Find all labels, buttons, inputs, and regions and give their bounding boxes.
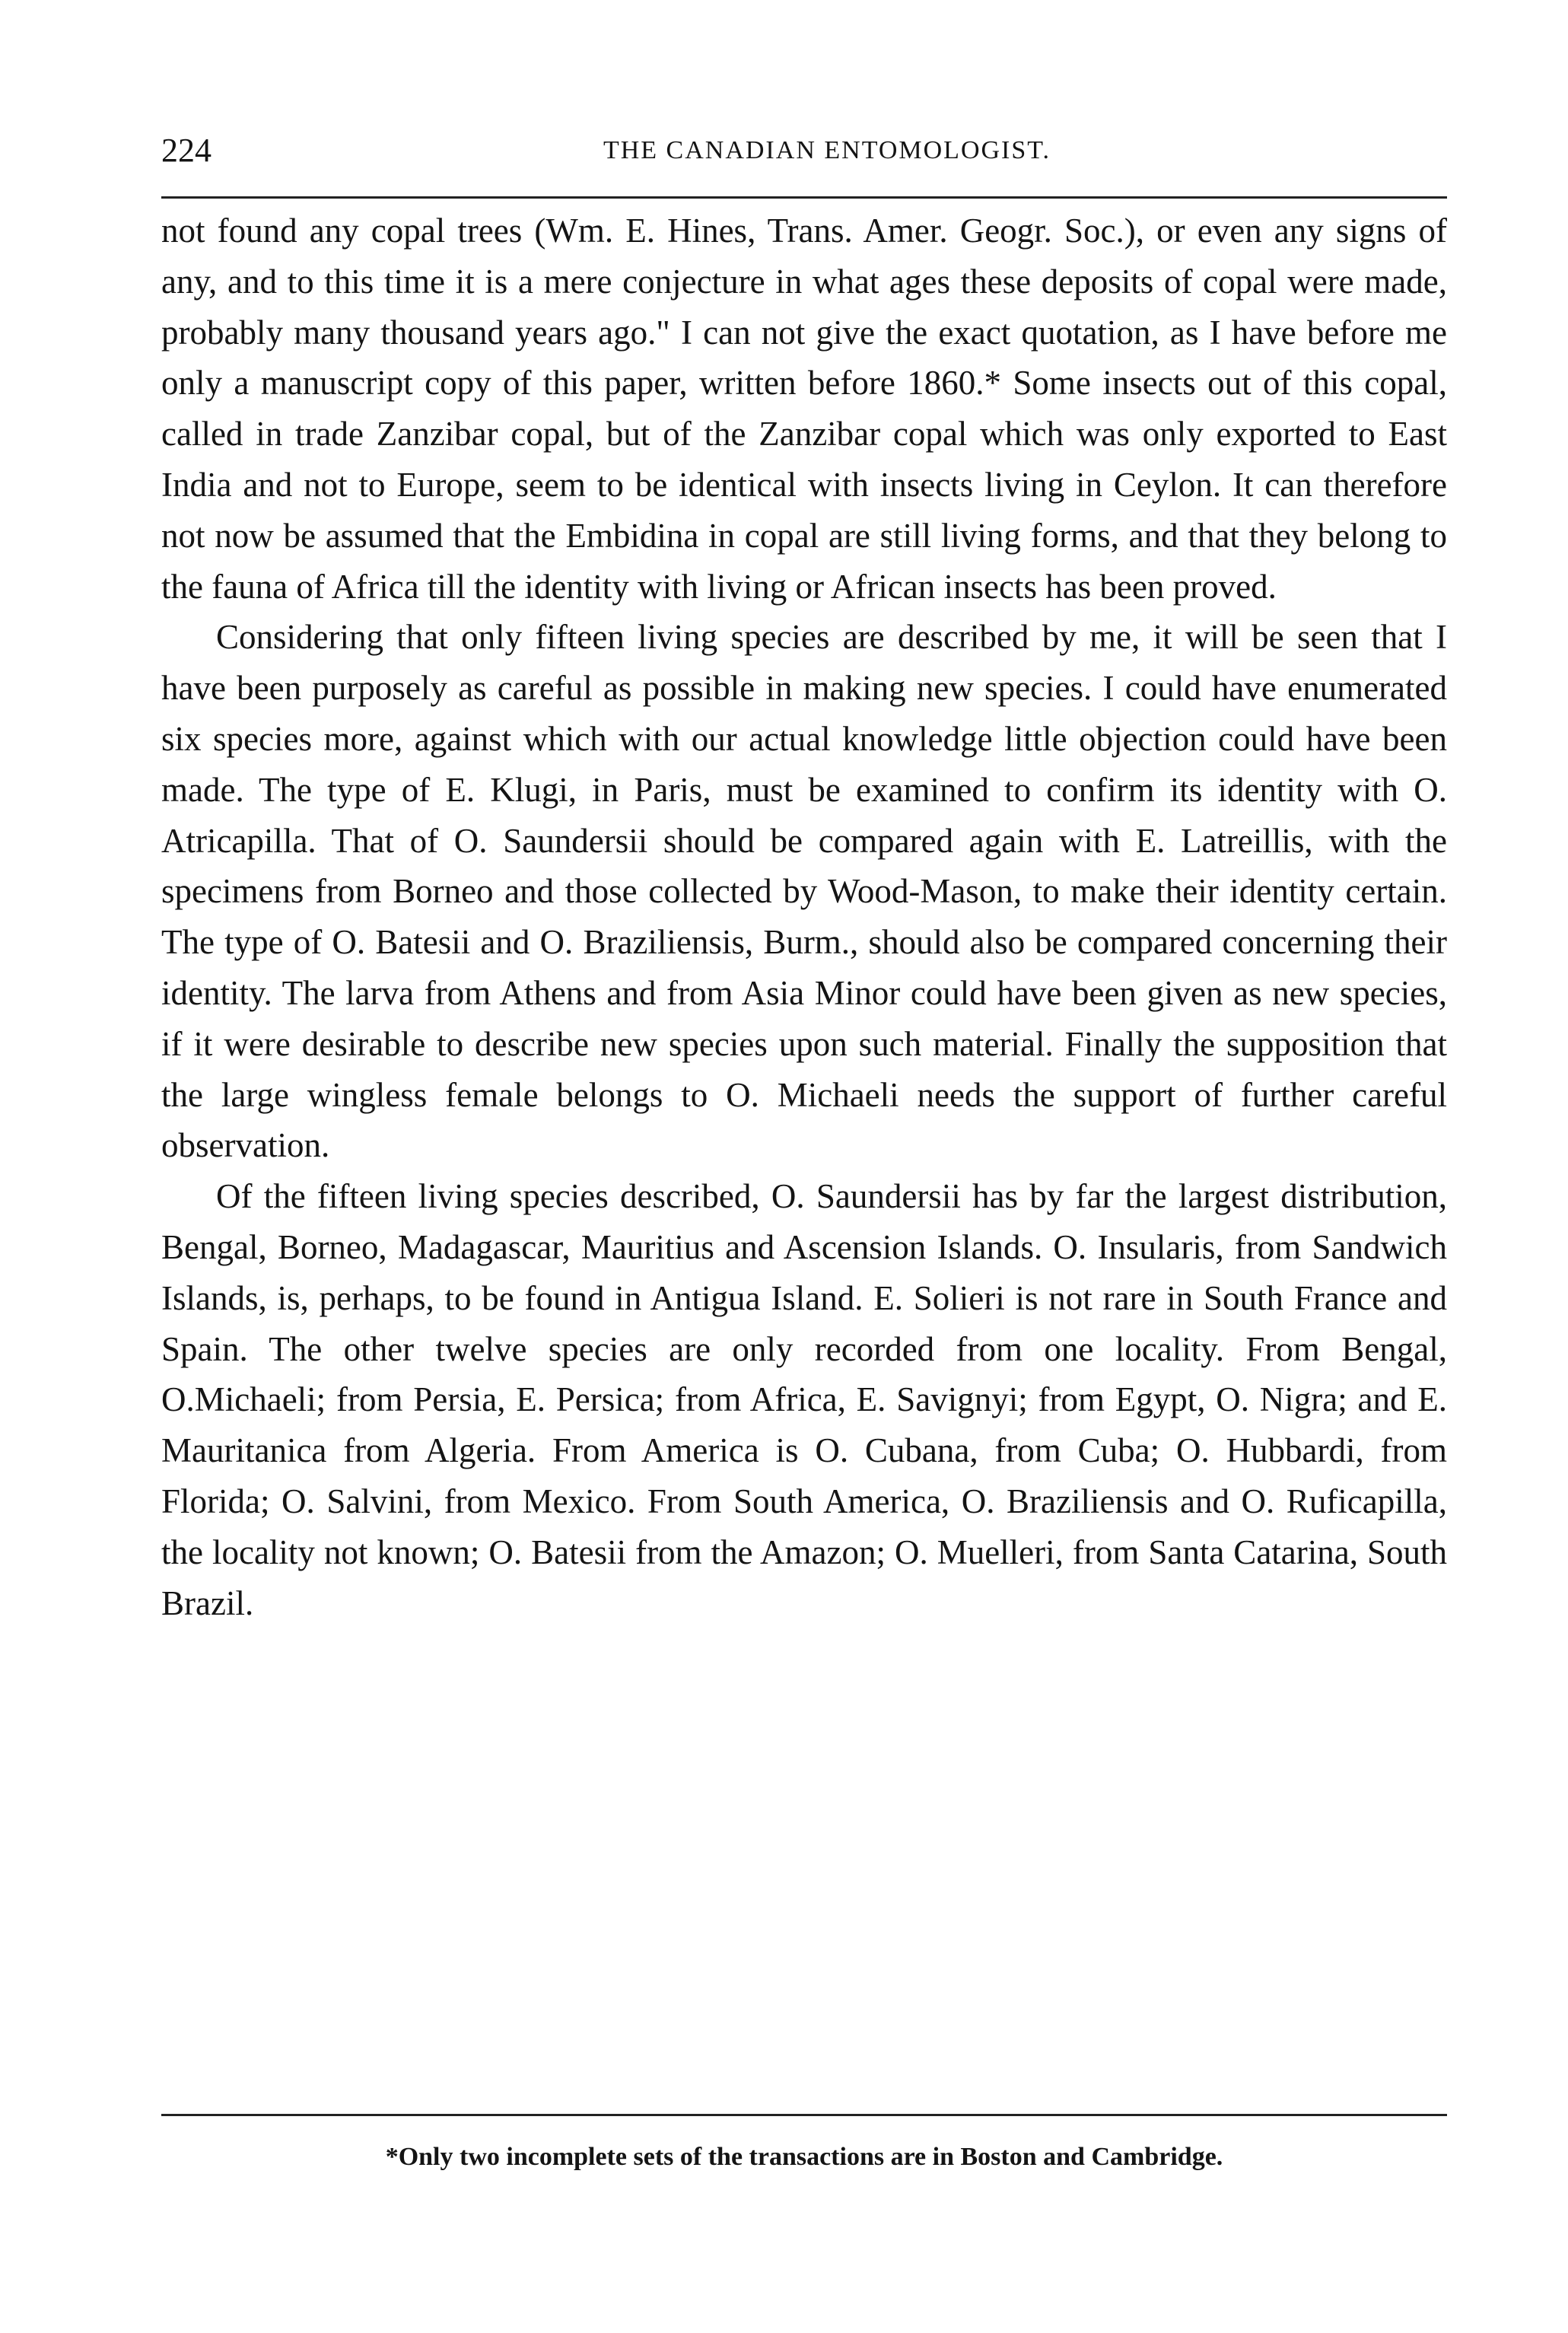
paragraph-2: Considering that only fifteen living species are described by me, it will be seen that I have been purposely as careful as possible in making new species. I could have enumerated six species more, against which with our actual knowledge little objection could have been made. The type of E. Klugi, in Paris, must be examined to confirm its identity with O. Atricapilla. That of O. Saundersii should be compared again with E. Latreillis, with the specimens from Borneo and those collected by Wood-Mason, to make their identity certain. The type of O. Batesii and O. Braziliensis, Burm., should also be compared concerning their identity. The larva from Athens and from Asia Minor could have been given as new species, if it were desirable to describe new species upon such material. Finally the supposition that the large wingless female belongs to O. Michaeli needs the support of further careful observation. xyxy=(161,618,1447,1165)
footnote-rule xyxy=(161,2114,1447,2116)
page-header xyxy=(161,128,1447,173)
header-rule xyxy=(161,196,1447,199)
paragraph-1: not found any copal trees (Wm. E. Hines, Trans. Amer. Geogr. Soc.), or even any signs of any, and to this time it is a mere conjecture in what ages these deposits of copal were made, probably many thousand years ago." I can not give the exact quotation, as I have before me only a manuscript copy of this paper, written before 1860.* Some insects out of this copal, called in trade Zanzibar copal, but of the Zanzibar copal which was only exported to East India and not to Europe, seem to be identical with insects living in Ceylon. It can therefore not now be assumed that the Embidina in copal are still living forms, and that they belong to the fauna of Africa till the identity with living or African insects has been proved. xyxy=(161,212,1447,606)
running-head: THE CANADIAN ENTOMOLOGIST. xyxy=(603,136,1051,164)
footnote: *Only two incomplete sets of the transactions are in Boston and Cambridge. xyxy=(385,2143,1223,2171)
paragraph-3: Of the fifteen living species described, O. Saundersii has by far the largest distribution, Bengal, Borneo, Madagascar, Mauritius and Ascension Islands. O. Insularis, from Sandwich Islands, is, perhaps, to be found in Antigua Island. E. Solieri is not rare in South France and Spain. The other twelve species are only recorded from one locality. From Bengal, O.Michaeli; from Persia, E. Persica; from Africa, E. Savignyi; from Egypt, O. Nigra; and E. Mauritanica from Algeria. From America is O. Cubana, from Cuba; O. Hubbardi, from Florida; O. Salvini, from Mexico. From South America, O. Braziliensis and O. Ruficapilla, the locality not known; O. Batesii from the Amazon; O. Muelleri, from Santa Catarina, South Brazil. xyxy=(161,1177,1447,1622)
body-text xyxy=(161,205,1447,1628)
page-number: 224 xyxy=(161,132,212,169)
